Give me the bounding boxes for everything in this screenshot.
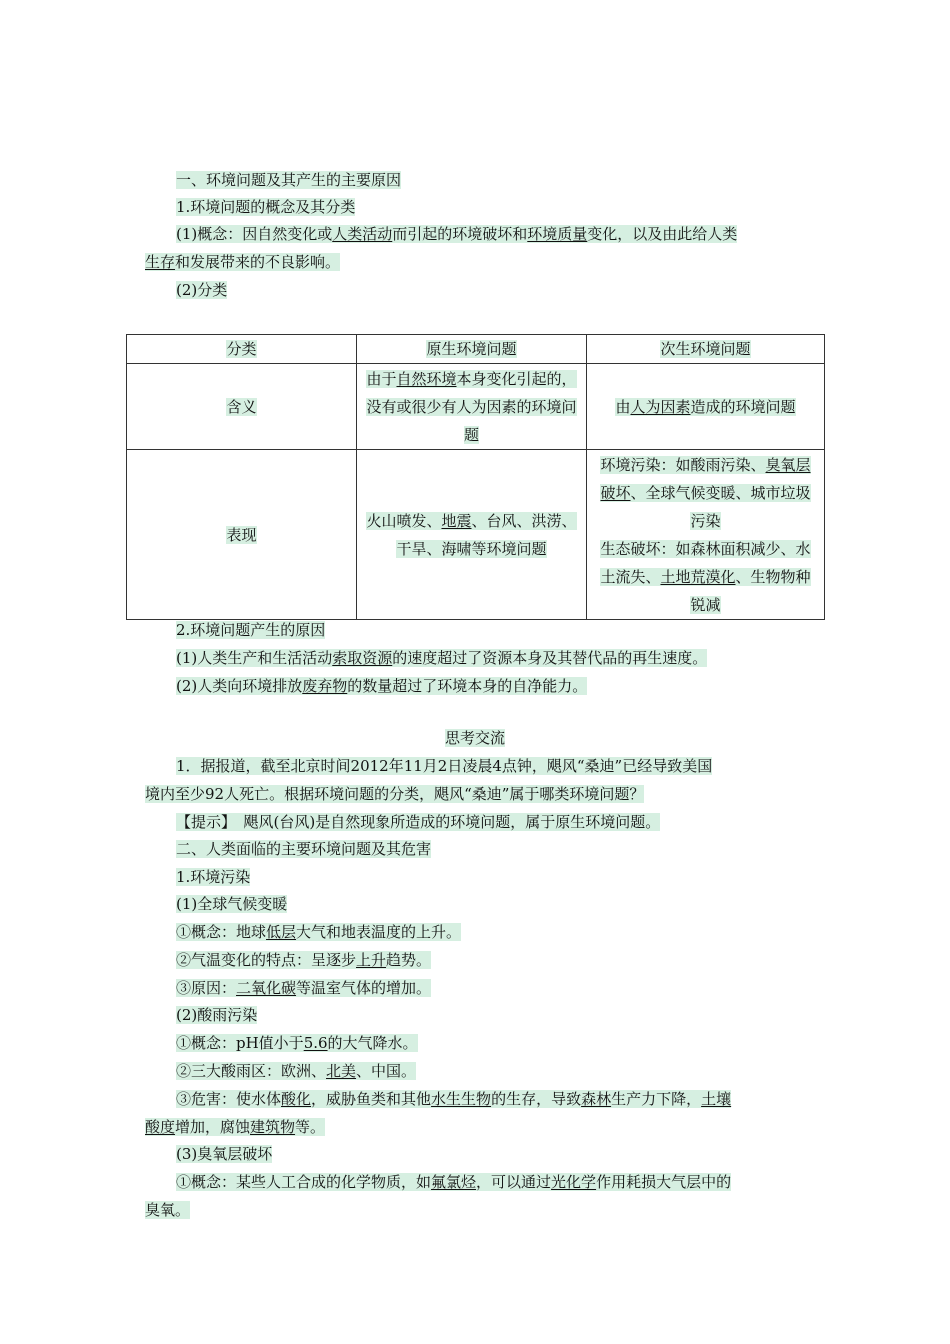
cause-1: (1)人类生产和生活活动索取资源的速度超过了资源本身及其替代品的再生速度。 [176,649,708,667]
question-1-line-2: 境内至少92人死亡。根据环境问题的分类，飓风“桑迪”属于哪类环境问题？ [145,785,645,803]
section-1-heading: 一、环境问题及其产生的主要原因 [176,171,402,189]
meaning-primary: 由于自然环境本身变化引起的，没有或很少有人为因素的环境问题 [357,364,587,450]
concept-line-2: 生存和发展带来的不良影响。 [145,253,341,271]
section-2-heading: 二、人类面临的主要环境问题及其危害 [176,840,432,858]
acid-rain-heading: (2)酸雨污染 [176,1006,258,1024]
manifestation-secondary: 环境污染：如酸雨污染、臭氧层破坏、全球气候变暖、城市垃圾污染 生态破坏：如森林面积减少、水土流失、土地荒漠化、生物物种锐减 [587,450,825,620]
table-header-category: 分类 [127,335,357,364]
manifestation-primary: 火山喷发、地震、台风、洪涝、干旱、海啸等环境问题 [357,450,587,620]
think-discuss-title: 思考交流 [444,729,505,747]
ozone-concept-line-2: 臭氧。 [145,1201,191,1219]
subheading-concept-classification: 1.环境问题的概念及其分类 [176,198,356,216]
meaning-secondary: 由人为因素造成的环境问题 [587,364,825,450]
table-row-manifestation [127,450,825,620]
warming-cause: ③原因：二氧化碳等温室气体的增加。 [176,979,432,997]
table-header-secondary: 次生环境问题 [587,335,825,364]
warming-concept: ①概念：地球低层大气和地表温度的上升。 [176,923,462,941]
table-header-primary: 原生环境问题 [357,335,587,364]
table-header-row [127,335,825,364]
subheading-pollution: 1.环境污染 [176,868,251,886]
table-row-meaning [127,364,825,450]
classification-label: (2)分类 [176,281,228,299]
subheading-causes: 2.环境问题产生的原因 [176,621,326,639]
ozone-concept-line-1: ①概念：某些人工合成的化学物质，如氟氯烃，可以通过光化学作用耗损大气层中的 [176,1173,732,1191]
concept-line-1: (1)概念：因自然变化或人类活动而引起的环境破坏和环境质量变化，以及由此给人类 [176,225,738,243]
classification-table [126,334,825,620]
ozone-heading: (3)臭氧层破坏 [176,1145,273,1163]
hint: 【提示】 飓风(台风)是自然现象所造成的环境问题，属于原生环境问题。 [176,813,661,831]
acid-rain-harm-line-1: ③危害：使水体酸化，威胁鱼类和其他水生生物的生存，导致森林生产力下降，土壤 [176,1090,732,1108]
row-label-manifestation: 表现 [127,450,357,620]
warming-trend: ②气温变化的特点：呈逐步上升趋势。 [176,951,432,969]
cause-2: (2)人类向环境排放废弃物的数量超过了环境本身的自净能力。 [176,677,588,695]
row-label-meaning: 含义 [127,364,357,450]
acid-rain-concept: ①概念：pH值小于5.6的大气降水。 [176,1034,418,1052]
question-1-line-1: 1．据报道，截至北京时间2012年11月2日凌晨4点钟，飓风“桑迪”已经导致美国 [176,757,713,775]
global-warming-heading: (1)全球气候变暖 [176,895,288,913]
acid-rain-harm-line-2: 酸度增加，腐蚀建筑物等。 [145,1118,326,1136]
acid-rain-regions: ②三大酸雨区：欧洲、北美、中国。 [176,1062,417,1080]
